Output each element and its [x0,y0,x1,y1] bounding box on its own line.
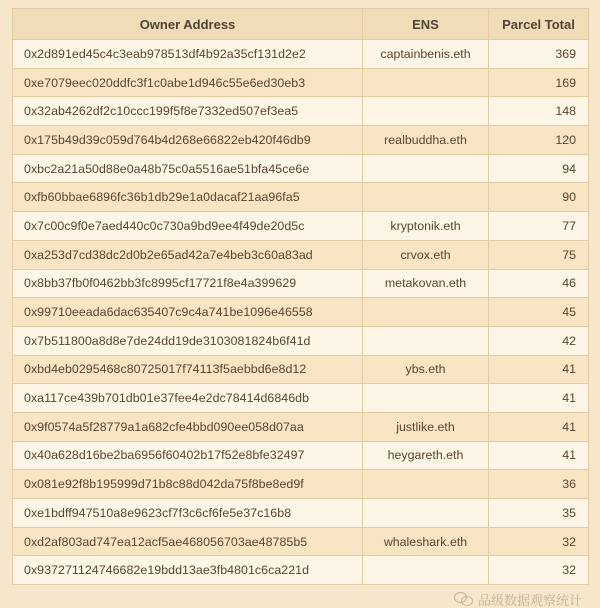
ens-cell [363,68,489,97]
header-row [13,9,589,40]
owner-address-cell: 0x175b49d39c059d764b4d268e66822eb420f46db9 [13,126,363,155]
table-row [13,68,589,97]
parcel-total-cell: 369 [489,40,589,69]
ens-cell [363,326,489,355]
ens-cell [363,97,489,126]
table-row [13,269,589,298]
parcel-total-cell: 41 [489,384,589,413]
table-row [13,499,589,528]
owner-address-cell: 0x937271124746682e19bdd13ae3fb4801c6ca221d [13,556,363,585]
table-row [13,97,589,126]
parcel-total-cell: 94 [489,154,589,183]
ens-cell: ybs.eth [363,355,489,384]
ens-cell: whaleshark.eth [363,527,489,556]
ens-cell: heygareth.eth [363,441,489,470]
ens-cell [363,470,489,499]
table-body [13,40,589,585]
ens-cell: realbuddha.eth [363,126,489,155]
owner-address-cell: 0x081e92f8b195999d71b8c88d042da75f8be8ed9f [13,470,363,499]
watermark-text: 品级数据观察统计 [478,592,583,608]
owner-address-cell: 0xd2af803ad747ea12acf5ae468056703ae48785b5 [13,527,363,556]
parcel-total-cell: 120 [489,126,589,155]
table-row [13,527,589,556]
owner-address-cell: 0xe7079eec020ddfc3f1c0abe1d946c55e6ed30eb3 [13,68,363,97]
ens-cell [363,384,489,413]
owner-address-cell: 0xbd4eb0295468c80725017f74113f5aebbd6e8d12 [13,355,363,384]
ens-header: ENS [363,9,489,40]
ens-cell [363,183,489,212]
parcel-total-cell: 45 [489,298,589,327]
parcel-total-cell: 41 [489,355,589,384]
table-row [13,326,589,355]
table-row [13,384,589,413]
owner-address-cell: 0xfb60bbae6896fc36b1db29e1a0dacaf21aa96fa5 [13,183,363,212]
parcel-total-cell: 35 [489,499,589,528]
table-row [13,355,589,384]
watermark [454,590,598,608]
parcel-total-header: Parcel Total [489,9,589,40]
owner-address-cell: 0x99710eeada6dac635407c9c4a741be1096e46558 [13,298,363,327]
table-row [13,183,589,212]
parcel-total-cell: 41 [489,441,589,470]
ens-cell [363,556,489,585]
ens-cell [363,298,489,327]
parcel-total-cell: 169 [489,68,589,97]
parcel-owner-table [12,8,589,585]
owner-address-cell: 0x7b511800a8d8e7de24dd19de3103081824b6f41d [13,326,363,355]
table-row [13,40,589,69]
parcel-total-cell: 42 [489,326,589,355]
owner-address-cell: 0x7c00c9f0e7aed440c0c730a9bd9ee4f49de20d5c [13,212,363,241]
table-row [13,212,589,241]
parcel-total-cell: 148 [489,97,589,126]
table-row [13,126,589,155]
parcel-total-cell: 41 [489,412,589,441]
parcel-total-cell: 46 [489,269,589,298]
table-row [13,441,589,470]
ens-cell [363,154,489,183]
owner-address-cell: 0xa253d7cd38dc2d0b2e65ad42a7e4beb3c60a83ad [13,240,363,269]
table-row [13,154,589,183]
parcel-total-cell: 77 [489,212,589,241]
parcel-total-cell: 32 [489,527,589,556]
owner-address-cell: 0x32ab4262df2c10ccc199f5f8e7332ed507ef3ea5 [13,97,363,126]
table-row [13,412,589,441]
ens-cell [363,499,489,528]
table-row [13,298,589,327]
owner-address-cell: 0x9f0574a5f28779a1a682cfe4bbd090ee058d07aa [13,412,363,441]
owner-address-cell: 0x8bb37fb0f0462bb3fc8995cf17721f8e4a399629 [13,269,363,298]
owner-address-cell: 0x40a628d16be2ba6956f60402b17f52e8bfe32497 [13,441,363,470]
owner-address-cell: 0xbc2a21a50d88e0a48b75c0a5516ae51bfa45ce6e [13,154,363,183]
parcel-total-cell: 36 [489,470,589,499]
ens-cell: justlike.eth [363,412,489,441]
ens-cell: kryptonik.eth [363,212,489,241]
wechat-icon [454,591,474,607]
parcel-total-cell: 32 [489,556,589,585]
parcel-total-cell: 75 [489,240,589,269]
ens-cell: crvox.eth [363,240,489,269]
owner-address-cell: 0xa117ce439b701db01e37fee4e2dc78414d6846db [13,384,363,413]
ens-cell: captainbenis.eth [363,40,489,69]
table-row [13,556,589,585]
table-row [13,240,589,269]
owner-address-header: Owner Address [13,9,363,40]
parcel-total-cell: 90 [489,183,589,212]
ens-cell: metakovan.eth [363,269,489,298]
table-header [13,9,589,40]
owner-address-cell: 0xe1bdff947510a8e9623cf7f3c6cf6fe5e37c16b8 [13,499,363,528]
table-row [13,470,589,499]
owner-address-cell: 0x2d891ed45c4c3eab978513df4b92a35cf131d2e2 [13,40,363,69]
